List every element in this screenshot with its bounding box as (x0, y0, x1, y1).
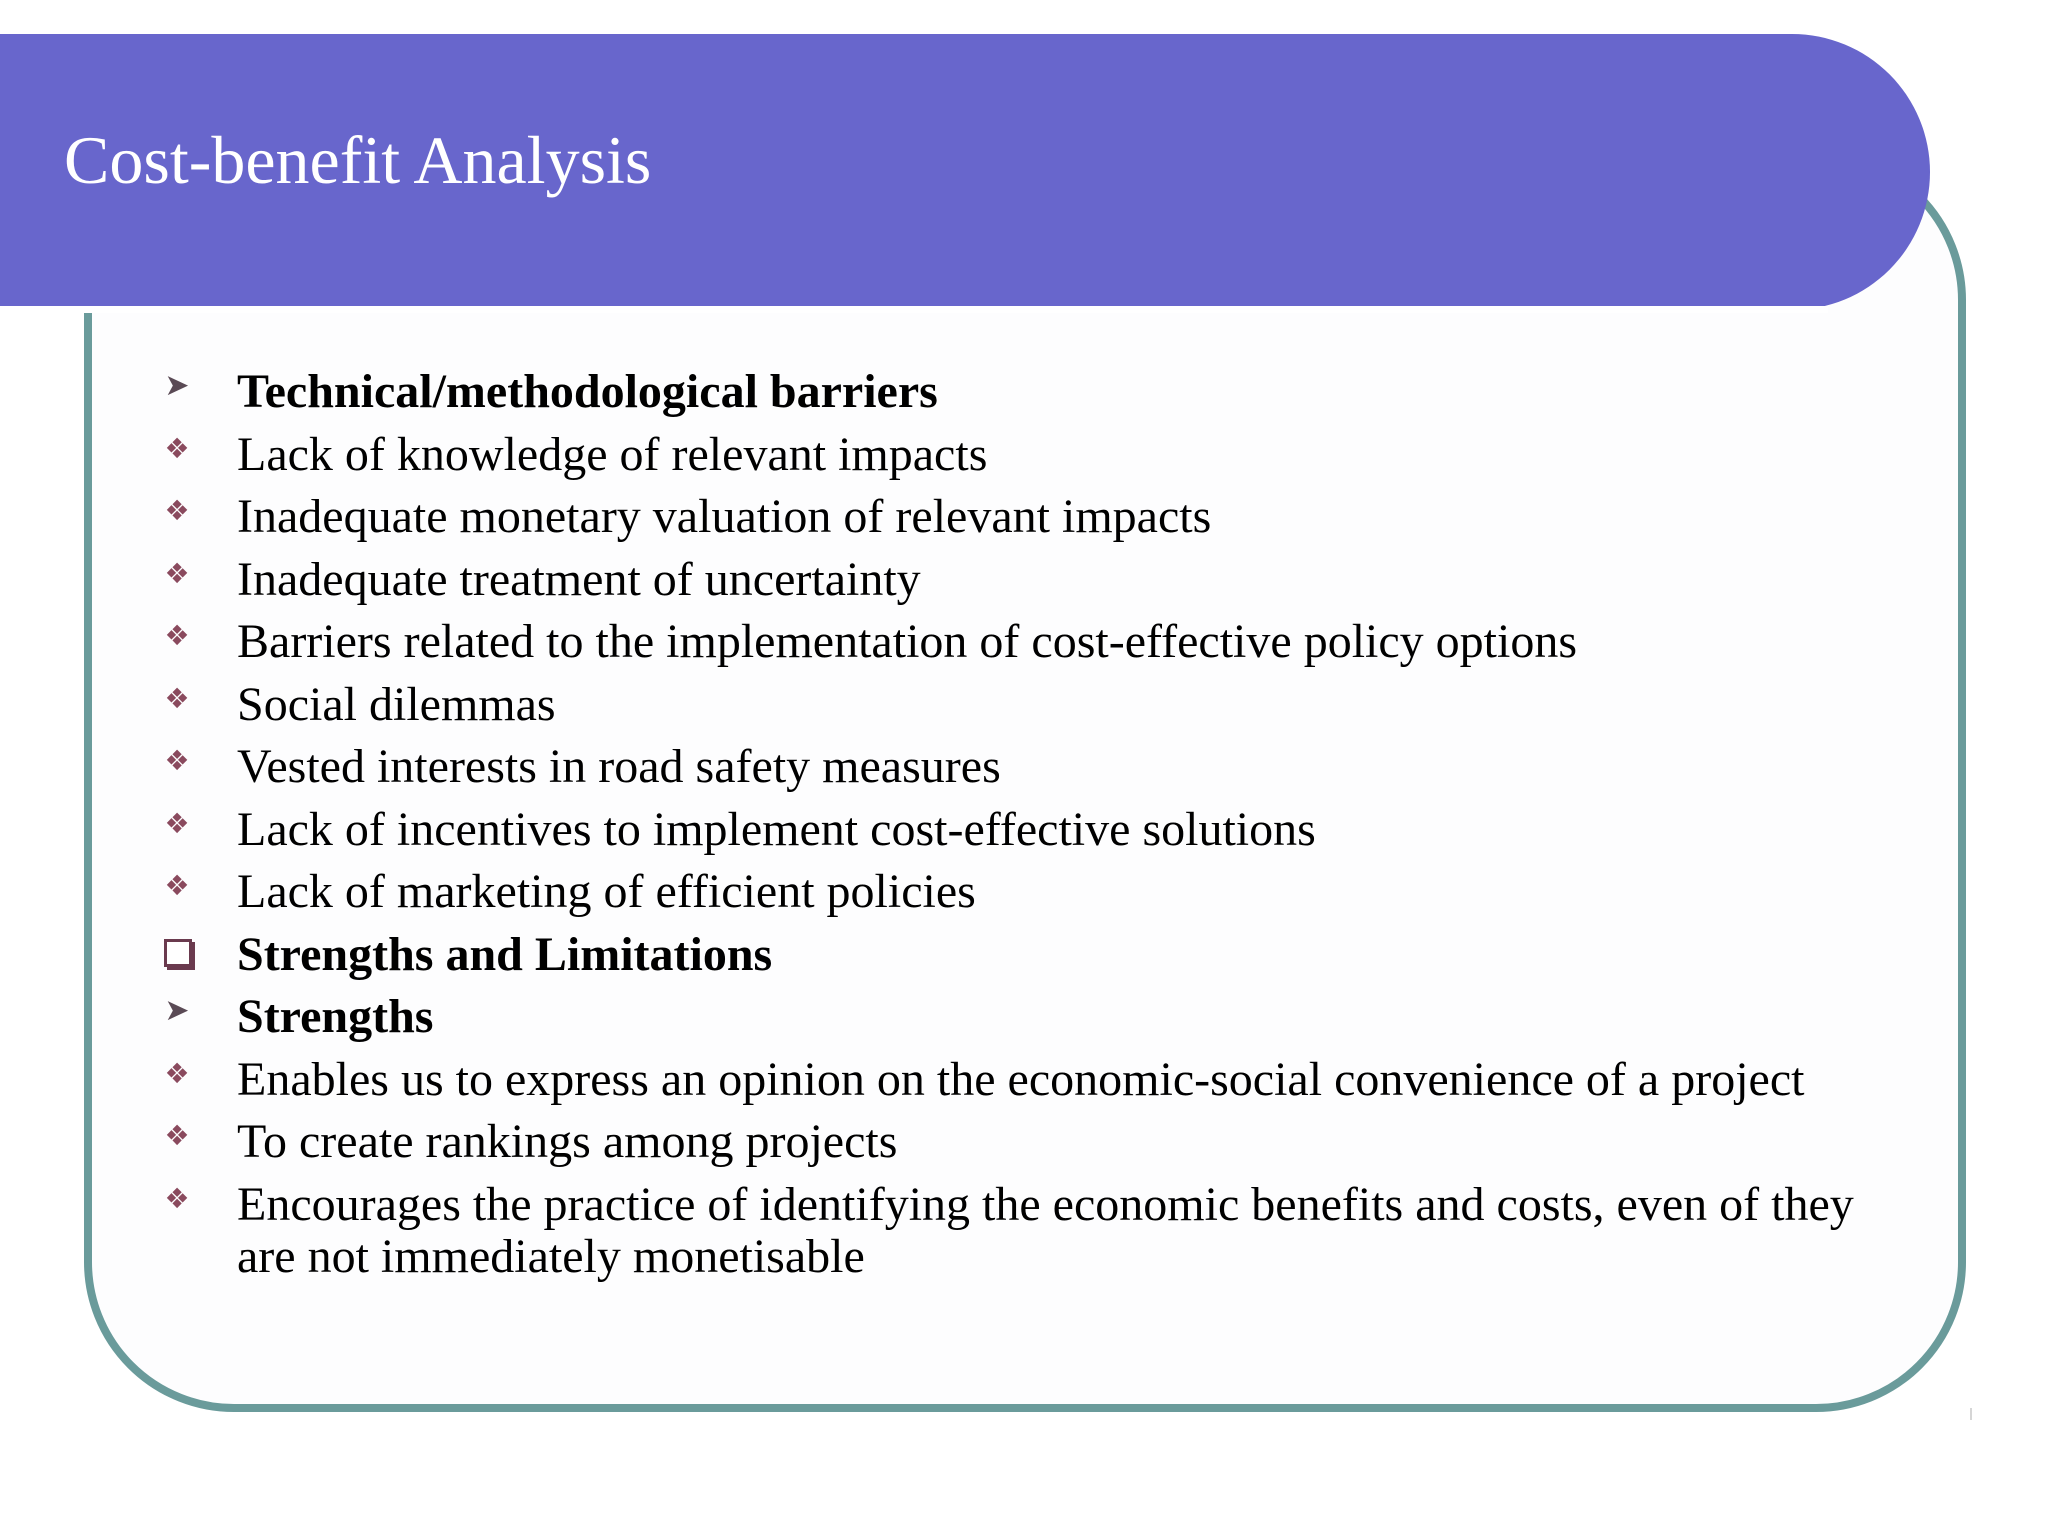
diamond-icon: ❖ (164, 619, 190, 652)
list-item (160, 929, 1900, 981)
diamond-icon: ❖ (164, 556, 190, 590)
list-item (160, 679, 1900, 731)
arrow-icon: ➤ (164, 368, 190, 403)
list-item (160, 491, 1900, 543)
list-item (160, 554, 1900, 606)
list-item-text: Inadequate treatment of uncertainty (237, 552, 921, 606)
list-item-text: Social dilemmas (237, 677, 556, 731)
list-item-text: Strengths and Limitations (237, 927, 773, 981)
list-item (160, 1116, 1900, 1168)
list-item-text: Lack of knowledge of relevant impacts (237, 427, 988, 481)
list-item (160, 991, 1900, 1043)
list-item-text: To create rankings among projects (237, 1115, 898, 1168)
list-item-text: Lack of incentives to implement cost-effective solutions (237, 802, 1316, 856)
diamond-icon: ❖ (164, 744, 190, 777)
list-item (160, 616, 1900, 668)
slide-title: Cost-benefit Analysis (64, 122, 652, 198)
list-item-text: Technical/methodological barriers (237, 365, 938, 418)
list-item (160, 1179, 1900, 1283)
diamond-icon: ❖ (164, 494, 190, 527)
list-item-text: Encourages the practice of identifying the economic benefits and costs, even of they are not immediately monetisable (237, 1177, 1854, 1283)
diamond-icon: ❖ (164, 1056, 190, 1090)
list-item-text: Inadequate monetary valuation of relevant impacts (237, 490, 1212, 543)
list-item-text: Enables us to express an opinion on the economic-social convenience of a project (237, 1052, 1805, 1106)
title-underline (0, 306, 1828, 313)
list-item (160, 804, 1900, 856)
list-item (160, 866, 1900, 918)
bullet-list (160, 366, 1900, 1293)
diamond-icon: ❖ (164, 869, 190, 902)
checkbox-icon (164, 939, 192, 967)
list-item (160, 429, 1900, 481)
list-item-text: Barriers related to the implementation of cost-effective policy options (237, 615, 1578, 668)
diamond-icon: ❖ (164, 431, 190, 465)
list-item (160, 1054, 1900, 1106)
corner-mark (1970, 1408, 1972, 1420)
list-item (160, 741, 1900, 793)
list-item (160, 366, 1900, 418)
diamond-icon: ❖ (164, 1119, 190, 1152)
diamond-icon: ❖ (164, 806, 190, 840)
diamond-icon: ❖ (164, 1181, 190, 1215)
list-item-text: Vested interests in road safety measures (237, 740, 1001, 793)
list-item-text: Strengths (237, 990, 434, 1043)
diamond-icon: ❖ (164, 681, 190, 715)
list-item-text: Lack of marketing of efficient policies (237, 865, 976, 918)
arrow-icon: ➤ (164, 993, 190, 1028)
